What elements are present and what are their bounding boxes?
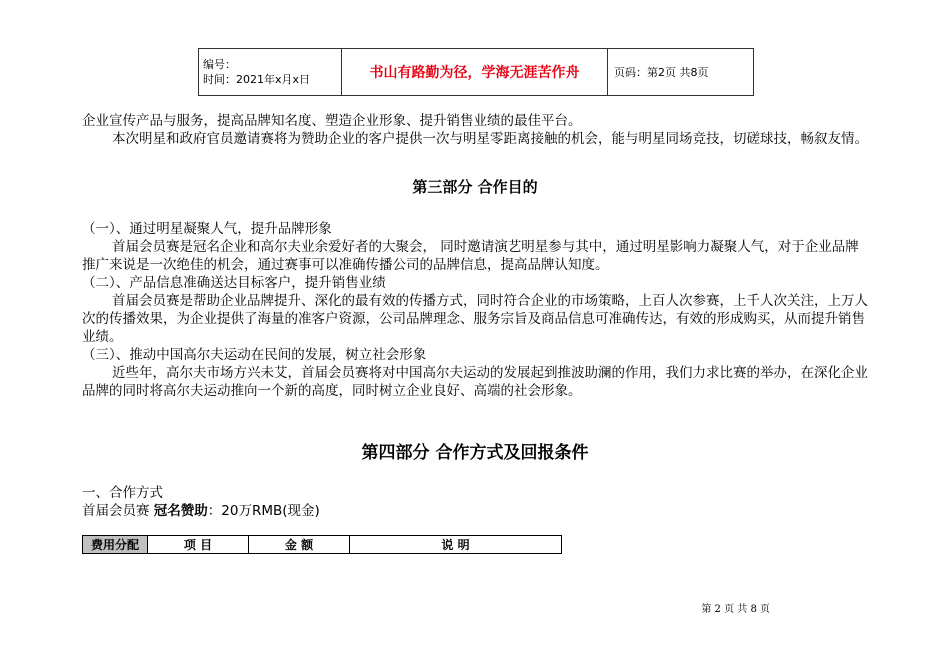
sponsorship-line <box>82 502 872 520</box>
header-page-label: 页码：第2页 共8页 <box>608 49 754 96</box>
number-label: 编号： <box>203 58 236 71</box>
section1-body: 首届会员赛是冠名企业和高尔夫业余爱好者的大聚会， 同时邀请演艺明星参与其中，通过明星影响力凝聚人气，对于企业品牌推广来说是一次绝佳的机会，通过赛事可以准确传播公司的品牌信息，提高品牌认知度。 <box>82 239 859 273</box>
sponsorship-amount: ：20万RMB(现金) <box>207 503 320 519</box>
page-header <box>198 48 754 96</box>
header-meta-cell <box>199 49 342 96</box>
paragraph-intro: 企业宣传产品与服务，提高品牌知名度、塑造企业形象、提升销售业绩的最佳平台。 <box>82 113 582 129</box>
time-label: 时间：2021年x月x日 <box>203 73 311 86</box>
fee-header-allocation: 费用分配 <box>83 536 148 554</box>
section3-title: （三）、推动中国高尔夫运动在民间的发展，树立社会形象 <box>82 347 427 363</box>
sponsorship-type: 冠名赞助 <box>153 503 208 519</box>
page-footer: 第 2 页 共 8 页 <box>701 604 770 615</box>
header-motto: 书山有路勤为径，学海无涯苦作舟 <box>342 49 608 96</box>
section2-body: 首届会员赛是帮助企业品牌提升、深化的最有效的传播方式，同时符合企业的市场策略，上百人次参赛，上千人次关注，上万人次的传播效果，为企业提供了海量的准客户资源，公司品牌理念、服务宗旨及商品信息可准确传达，有效的形成购买，从而提升销售业绩。 <box>82 293 868 345</box>
fee-header-amount: 金 额 <box>249 536 350 554</box>
section3-body: 近些年，高尔夫市场方兴未艾，首届会员赛将对中国高尔夫运动的发展起到推波助澜的作用，我们力求比赛的举办，在深化企业品牌的同时将高尔夫运动推向一个新的高度，同时树立企业良好、高端的社会形象。 <box>82 365 868 399</box>
fee-header-item: 项 目 <box>148 536 249 554</box>
part4-title: 第四部分 合作方式及回报条件 <box>361 443 589 463</box>
section1-title: （一）、通过明星凝聚人气，提升品牌形象 <box>82 221 332 237</box>
fee-table <box>82 535 562 554</box>
section2-title: （二）、产品信息准确送达目标客户，提升销售业绩 <box>82 275 386 291</box>
sponsorship-prefix: 首届会员赛 <box>82 503 154 519</box>
table-row <box>83 536 562 554</box>
section4-title: 一、合作方式 <box>82 485 163 501</box>
part3-title: 第三部分 合作目的 <box>412 178 538 196</box>
paragraph-invitation: 本次明星和政府官员邀请赛将为赞助企业的客户提供一次与明星零距离接触的机会，能与明星同场竞技，切磋球技，畅叙友情。 <box>112 131 868 147</box>
fee-header-description: 说 明 <box>350 536 562 554</box>
